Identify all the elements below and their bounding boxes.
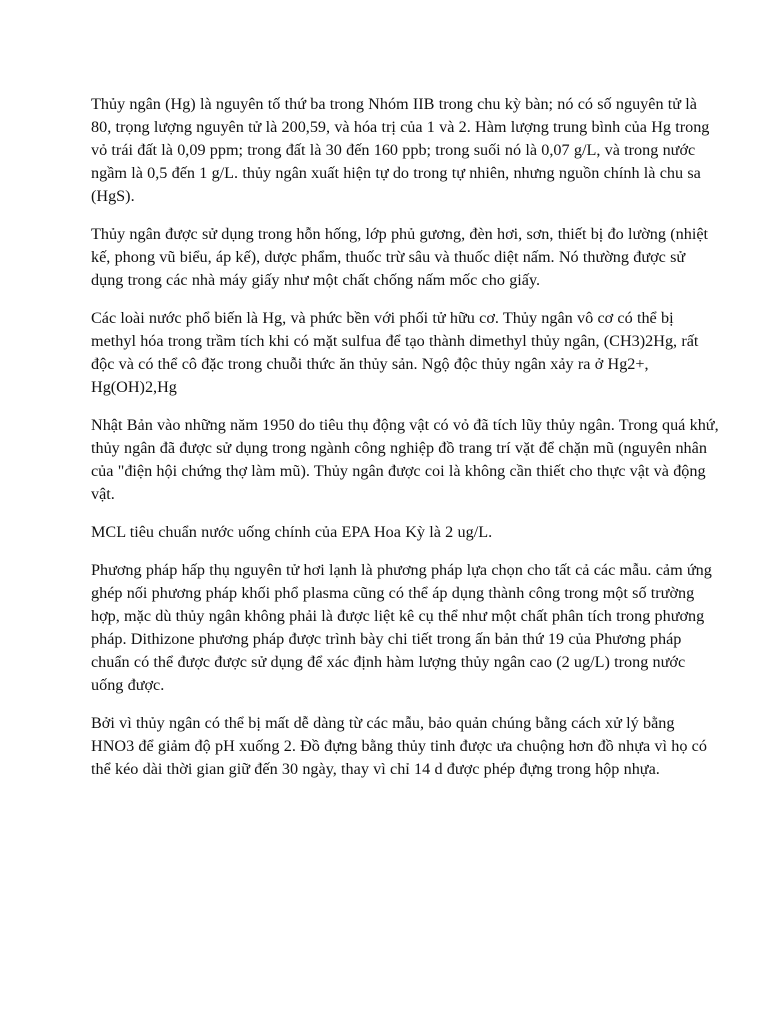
paragraph-1: Thủy ngân (Hg) là nguyên tố thứ ba trong Nhóm IIB trong chu kỳ bàn; nó có số nguyên tử là 80, trọng lượng nguyên tử là 200,59, và hóa trị của 1 và 2. Hàm lượng trung bình của Hg trong vỏ trái đất là 0,09 ppm; trong đất là 30 đến 160 ppb; trong suối nó là 0,07 g/L, và trong nước ngầm là 0,5 đến 1 g/L. thủy ngân xuất hiện tự do trong tự nhiên, nhưng nguồn chính là chu sa (HgS). <box>91 95 710 205</box>
paragraph-2: Thủy ngân được sử dụng trong hỗn hống, lớp phủ gương, đèn hơi, sơn, thiết bị đo lường (nhiệt kế, phong vũ biểu, áp kế), dược phẩm, thuốc trừ sâu và thuốc diệt nấm. Nó thường được sử dụng trong các nhà máy giấy như một chất chống nấm mốc cho giấy. <box>91 225 709 289</box>
paragraph-7: Bởi vì thủy ngân có thể bị mất dễ dàng từ các mẫu, bảo quản chúng bằng cách xử lý bằng HNO3 để giảm độ pH xuống 2. Đồ đựng bằng thủy tinh được ưa chuộng hơn đồ nhựa vì họ có thể kéo dài thời gian giữ đến 30 ngày, thay vì chỉ 14 d được phép đựng trong hộp nhựa. <box>91 714 707 778</box>
paragraph-6: Phương pháp hấp thụ nguyên tử hơi lạnh là phương pháp lựa chọn cho tất cả các mẫu. cảm ứng ghép nối phương pháp khối phổ plasma cũng có thể áp dụng thành công trong một số trường hợp, mặc dù thủy ngân không phải là được liệt kê cụ thể như một chất phân tích trong phương pháp. Dithizone phương pháp được trình bày chi tiết trong ấn bản thứ 19 của Phương pháp chuẩn có thể được được sử dụng để xác định hàm lượng thủy ngân cao (2 ug/L) trong nước uống được. <box>91 561 712 694</box>
paragraph-4: Nhật Bản vào những năm 1950 do tiêu thụ động vật có vỏ đã tích lũy thủy ngân. Trong quá khứ, thủy ngân đã được sử dụng trong ngành công nghiệp đồ trang trí vặt để chặn mũ (nguyên nhân của "điện hội chứng thợ làm mũ). Thủy ngân được coi là không cần thiết cho thực vật và động vật. <box>91 416 719 503</box>
paragraph-5: MCL tiêu chuẩn nước uống chính của EPA Hoa Kỳ là 2 ug/L. <box>91 523 493 541</box>
paragraph-3: Các loài nước phổ biến là Hg, và phức bền với phối tử hữu cơ. Thủy ngân vô cơ có thể bị methyl hóa trong trầm tích khi có mặt sulfua để tạo thành dimethyl thủy ngân, (CH3)2Hg, rất độc và có thể cô đặc trong chuỗi thức ăn thủy sản. Ngộ độc thủy ngân xảy ra ở Hg2+, Hg(OH)2,Hg <box>91 309 699 396</box>
document-body <box>91 93 721 796</box>
